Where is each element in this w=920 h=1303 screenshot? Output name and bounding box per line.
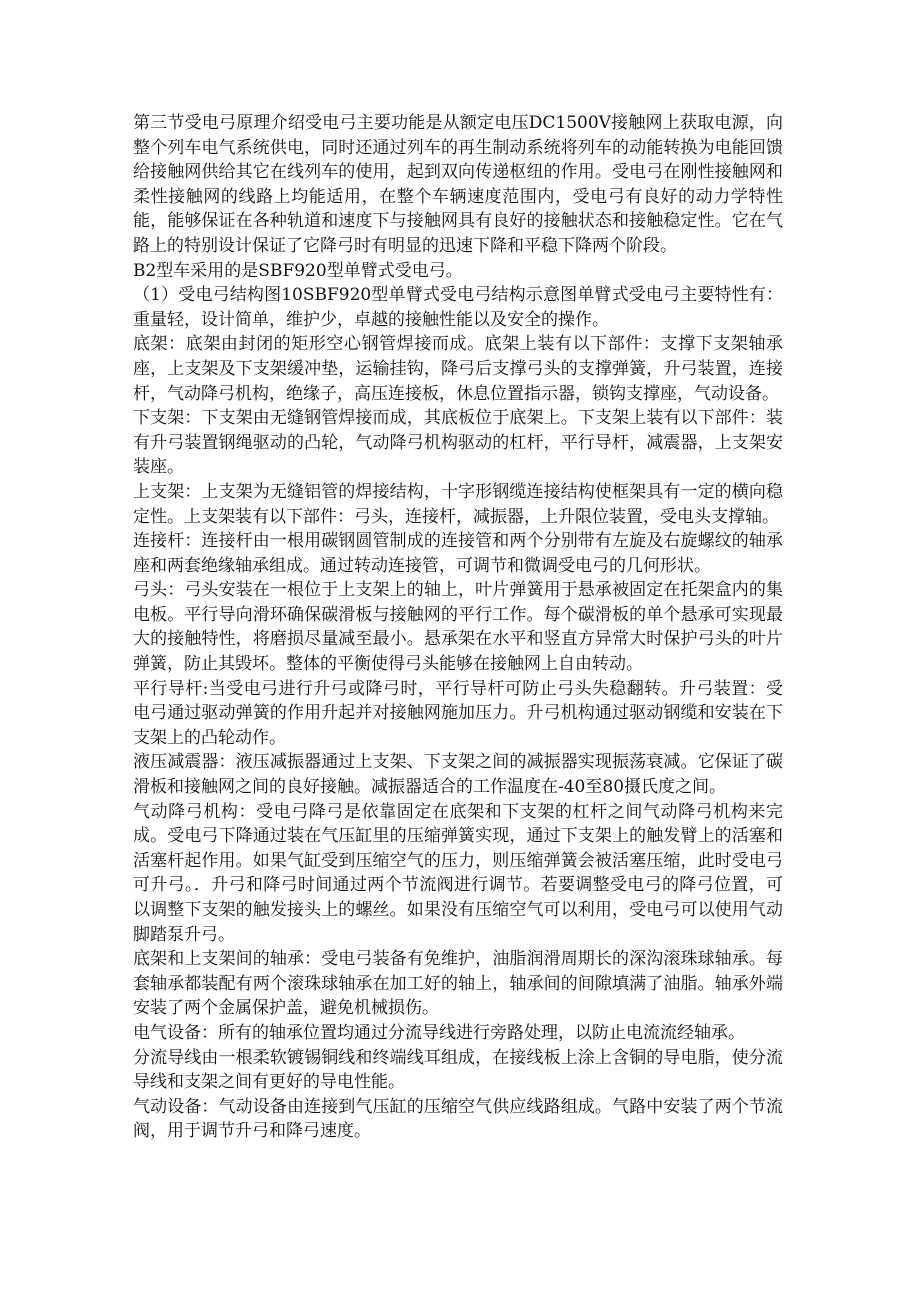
paragraph-electrical-equipment: 电气设备：所有的轴承位置均通过分流导线进行旁路处理，以防止电流流经轴承。 [133,1022,745,1043]
paragraph-bearings: 底架和上支架间的轴承：受电弓装备有免维护，油脂润滑周期长的深沟滚珠球轴承。每套轴承都装配有两个滚珠球轴承在加工好的轴上，轴承间的间隙填满了油脂。轴承外端安装了两个金属保护盖，避免机械损伤。 [133,949,783,1019]
document-body [133,111,783,1144]
paragraph-intro: 第三节受电弓原理介绍受电弓主要功能是从额定电压DC1500V接触网上获取电源，向整个列车电气系统供电，同时还通过列车的再生制动系统将列车的动能转换为电能回馈给接触网供给其它在线列车的使用，起到双向传递枢纽的作用。受电弓在刚性接触网和柔性接触网的线路上均能适用，在整个车辆速度范围内，受电弓有良好的动力学特性能，能够保证在各种轨道和速度下与接触网具有良好的接触状态和接触稳定性。它在气路上的特别设计保证了它降弓时有明显的迅速下降和平稳下降两个阶段。 [133,113,783,256]
paragraph-lower-arm: 下支架：下支架由无缝钢管焊接而成，其底板位于底架上。下支架上装有以下部件：装有升弓装置钢绳驱动的凸轮，气动降弓机构驱动的杠杆，平行导杆，减震器，上支架安装座。 [133,408,783,478]
paragraph-upper-arm: 上支架：上支架为无缝铝管的焊接结构，十字形钢缆连接结构使框架具有一定的横向稳定性。上支架装有以下部件：弓头，连接杆，减振器，上升限位装置，受电头支撑轴。 [133,481,783,527]
paragraph-base-frame: 底架：底架由封闭的矩形空心钢管焊接而成。底架上装有以下部件：支撑下支架轴承座，上支架及下支架缓冲垫，运输挂钩，降弓后支撑弓头的支撑弹簧，升弓装置，连接杆，气动降弓机构，绝缘子，高压连接板，休息位置指示器，锁钩支撑座，气动设备。 [133,334,783,404]
paragraph-pneumatic-equipment: 气动设备：气动设备由连接到气压缸的压缩空气供应线路组成。气路中安装了两个节流阀，用于调节升弓和降弓速度。 [133,1096,783,1142]
paragraph-hydraulic-damper: 液压减震器：液压减振器通过上支架、下支架之间的减振器实现振荡衰减。它保证了碳滑板和接触网之间的良好接触。减振器适合的工作温度在-40至80摄氏度之间。 [133,752,783,798]
paragraph-b2-model: B2型车采用的是SBF920型单臂式受电弓。 [133,260,463,281]
paragraph-structure: （1）受电弓结构图10SBF920型单臂式受电弓结构示意图单臂式受电弓主要特性有：重量轻，设计简单，维护少，卓越的接触性能以及安全的操作。 [133,285,783,330]
paragraph-shunt-wire: 分流导线由一根柔软镀锡铜线和终端线耳组成，在接线板上涂上含铜的导电脂，使分流导线和支架之间有更好的导电性能。 [133,1047,783,1093]
paragraph-pneumatic-lowering: 气动降弓机构：受电弓降弓是依靠固定在底架和下支架的杠杆之间气动降弓机构来完成。受电弓下降通过装在气压缸里的压缩弹簧实现，通过下支架上的触发臂上的活塞和活塞杆起作用。如果气缸受到压缩空气的压力，则压缩弹簧会被活塞压缩，此时受电弓可升弓。．升弓和降弓时间通过两个节流阀进行调节。若要调整受电弓的降弓位置，可以调整下支架的触发接头上的螺丝。如果没有压缩空气可以利用，受电弓可以使用气动脚踏泵升弓。 [133,801,783,945]
paragraph-pan-head: 弓头：弓头安装在一根位于上支架上的轴上，叶片弹簧用于悬承被固定在托架盒内的集电板。平行导向滑环确保碳滑板与接触网的平行工作。每个碳滑板的单个悬承可实现最大的接触特性，将磨损尽量减至最小。悬承架在水平和竖直方异常大时保护弓头的叶片弹簧，防止其毁坏。整体的平衡使得弓头能够在接触网上自由转动。 [133,580,783,675]
paragraph-parallel-guide: 平行导杆:当受电弓进行升弓或降弓时，平行导杆可防止弓头失稳翻转。升弓装置：受电弓通过驱动弹簧的作用升起并对接触网施加压力。升弓机构通过驱动钢缆和安装在下支架上的凸轮动作。 [133,678,783,748]
paragraph-connecting-rod: 连接杆：连接杆由一根用碳钢圆管制成的连接管和两个分别带有左旋及右旋螺纹的轴承座和两套绝缘轴承组成。通过转动连接管，可调节和微调受电弓的几何形状。 [133,531,783,576]
